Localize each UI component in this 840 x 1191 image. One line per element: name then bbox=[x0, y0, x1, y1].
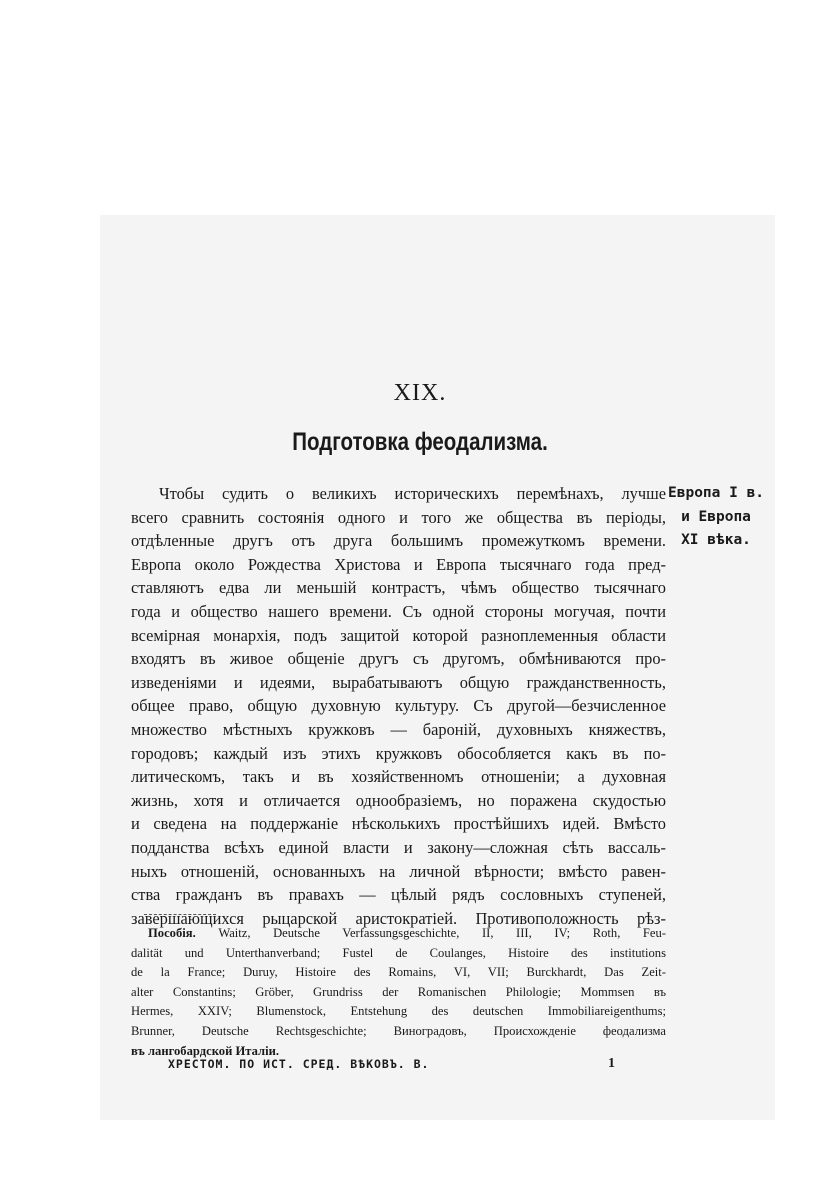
margin-note-line: Европа I в. bbox=[668, 485, 765, 501]
footnote-divider bbox=[144, 914, 216, 915]
footnote bbox=[131, 924, 666, 1061]
text-line: литическомъ, такъ и въ хозяйственномъ отношеніи; а духовная bbox=[131, 767, 666, 787]
chapter-title: Подготовка феодализма. bbox=[292, 428, 548, 456]
footnote-line: Brunner, Deutsche Rechtsgeschichte; Виноградовъ, Происхожденіе феодализма bbox=[131, 1023, 666, 1038]
footnote-line: de la France; Duruy, Histoire des Romains, VI, VII; Burckhardt, Das Zeit- bbox=[131, 965, 666, 980]
footnote-line: alter Constantins; Gröber, Grundriss der Romanischen Philologie; Mommsen въ bbox=[131, 984, 666, 999]
text-line: Европа около Рождества Христова и Европа тысячнаго года пред- bbox=[131, 554, 666, 574]
text-line: множество мѣстныхъ кружковъ — бароній, духовныхъ княжествъ, bbox=[131, 719, 666, 739]
text-line: Чтобы судить о великихъ историческихъ перемѣнахъ, лучше bbox=[159, 484, 666, 503]
page-number: 1 bbox=[608, 1056, 615, 1071]
text-line: всемірная монархія, подъ защитой которой разноплеменныя области bbox=[131, 625, 666, 645]
text-line: городовъ; каждый изъ этихъ кружковъ обособляется какъ въ по- bbox=[131, 743, 666, 763]
margin-note-line: XI вѣка. bbox=[681, 532, 751, 549]
text-line: года и общество нашего времени. Съ одной стороны могучая, почти bbox=[131, 601, 666, 621]
text-line: ныхъ отношеній, основанныхъ на личной вѣрности; вмѣсто равен- bbox=[131, 861, 666, 881]
chapter-number: XIX. bbox=[393, 380, 447, 406]
text-line: ставляютъ едва ли меньшій контрастъ, чѣмъ общество тысячнаго bbox=[131, 578, 666, 598]
footnote-line: въ лангобардской Италіи. bbox=[131, 1043, 279, 1058]
text-line: жизнь, хотя и отличается однообразіемъ, но поражена скудостью bbox=[131, 790, 666, 810]
margin-note bbox=[668, 482, 764, 553]
footnote-line: dalität und Unterthanverband; Fustel de Coulanges, Histoire des institutions bbox=[131, 945, 666, 960]
text-line: подданства всѣхъ единой власти и закону—сложная сѣть вассаль- bbox=[131, 837, 666, 857]
text-line: входятъ въ живое общеніе другъ съ другомъ, обмѣниваются про- bbox=[131, 649, 666, 669]
footnote-line bbox=[131, 924, 666, 944]
text-line: завершающихся рыцарской аристократіей. Противоположность рѣз- bbox=[131, 908, 666, 928]
body-paragraph bbox=[131, 482, 666, 930]
text-line: общее право, общую духовную культуру. Съ другой—безчисленное bbox=[131, 696, 666, 716]
footnote-lead: Пособія. bbox=[148, 926, 196, 940]
running-footer: ХРЕСТОМ. ПО ИСТ. СРЕД. ВѢКОВЪ. В. bbox=[168, 1057, 430, 1071]
text-line: всего сравнить состоянія одного и того же общества въ періоды, bbox=[131, 507, 666, 527]
footnote-line-text: Waitz, Deutsche Verfassungsgeschichte, II, III, IV; Roth, Feu- bbox=[218, 926, 666, 940]
text-line: отдѣленные другъ отъ друга большимъ промежуткомъ времени. bbox=[131, 531, 666, 551]
footnote-line: Hermes, XXIV; Blumenstock, Entstehung des deutschen Immobiliareigenthums; bbox=[131, 1004, 666, 1019]
text-line: изведеніями и идеями, вырабатываютъ общую гражданственность, bbox=[131, 672, 666, 692]
text-line: и сведена на поддержаніе нѣсколькихъ простѣйшихъ идей. Вмѣсто bbox=[131, 814, 666, 834]
text-line: ства гражданъ въ правахъ — цѣлый рядъ сословныхъ ступеней, bbox=[131, 885, 666, 905]
margin-note-line: и Европа bbox=[681, 508, 751, 525]
